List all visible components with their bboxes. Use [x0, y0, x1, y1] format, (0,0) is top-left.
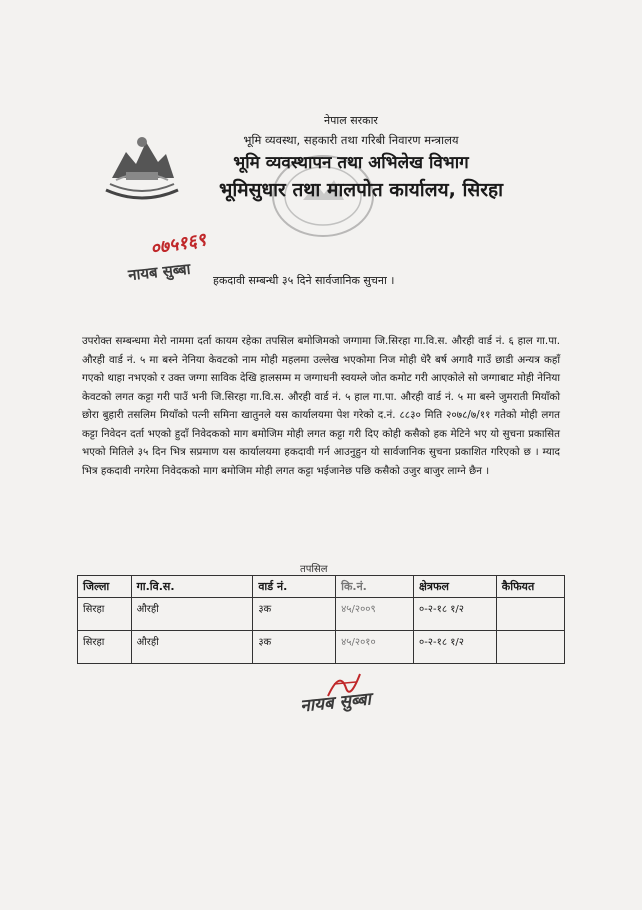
land-details-table	[77, 575, 565, 664]
col-kitta: कि.नं.	[336, 576, 414, 598]
header-ministry: भूमि व्यवस्था, सहकारी तथा गरिबी निवारण मन्त्रालय	[243, 133, 459, 147]
signature-stamp: नायब सुब्बा	[299, 689, 372, 717]
cell-kitta: ४५/२००९	[336, 598, 414, 631]
handwritten-stamp: ०७५१६९	[148, 229, 208, 260]
header-govt: नेपाल सरकार	[324, 114, 378, 127]
cell-district: सिरहा	[78, 598, 132, 631]
notice-title: हकदावी सम्बन्धी ३५ दिने सार्वजानिक सुचना ।	[213, 274, 395, 287]
col-vdc: गा.वि.स.	[131, 576, 253, 598]
header-department: भूमि व्यवस्थापन तथा अभिलेख विभाग	[233, 153, 469, 173]
cell-vdc: औरही	[131, 598, 253, 631]
col-area: क्षेत्रफल	[414, 576, 497, 598]
cell-vdc: औरही	[131, 631, 253, 664]
col-ward: वार्ड नं.	[253, 576, 336, 598]
officer-stamp: नायब सुब्बा	[127, 259, 192, 285]
cell-area: ०-२-१८ १/२	[414, 631, 497, 664]
cell-area: ०-२-१८ १/२	[414, 598, 497, 631]
table-caption: तपसिल	[300, 564, 328, 575]
cell-remarks	[496, 598, 564, 631]
table-row	[78, 631, 565, 664]
cell-remarks	[496, 631, 564, 664]
cell-district: सिरहा	[78, 631, 132, 664]
cell-ward: ३क	[253, 598, 336, 631]
table-header-row	[78, 576, 565, 598]
notice-body: उपरोक्त सम्बन्धमा मेरो नाममा दर्ता कायम रहेका तपसिल बमोजिमको जग्गामा जि.सिरहा गा.वि.स. औरही वार्ड नं. ६ हाल गा.पा. औरही वार्ड नं. ५ मा बस्ने नेनिया केवटको नाम मोही महलमा उल्लेख भएकोमा निज मोही धेरै बर्ष अगावै गाउँ छाडी अन्यत्र कहाँ गएको थाहा नभएको र उक्त जग्गा साविक देखि हालसम्म म जग्गाधनी स्वयम्ले जोत कमोट गरी आएकोले सो जग्गाबाट मोही नेनिया केवटको लगत कट्टा गरी पाउँ भनी जि.सिरहा गा.वि.स. औरही वार्ड नं. ५ हाल गा.पा. औरही वार्ड नं. ५ मा बस्ने जुमराती मियाँको छोरा बुहारी तसलिम मियाँको पत्नी समिना खातुनले यस कार्यालयमा पेश गरेको द.नं. ८८३० मिति २०७८/७/११ गतेको मोही लगत कट्टा निवेदन दर्ता भएको हुदाँ निवेदकको माग बमोजिम मोही लगत कट्टा गरी दिए कोही कसैको हक मेटिने भए यो सुचना प्रकासित भएको मितिले ३५ दिन भित्र सप्रमाण यस कार्यालयमा हकदावी गर्न आउनुहुन यो सार्वजानिक सुचना प्रकाशित गरिएको छ । म्याद भित्र हकदावी नगरेमा निवेदकको माग बमोजिम मोही लगत कट्टा भईजानेछ पछि कसैको उजुर बाजुर लाग्ने छैन ।	[82, 335, 560, 477]
table-row	[78, 598, 565, 631]
header-office: भूमिसुधार तथा मालपोत कार्यालय, सिरहा	[218, 179, 504, 201]
col-district: जिल्ला	[78, 576, 132, 598]
cell-kitta: ४५/२०१०	[336, 631, 414, 664]
col-remarks: कैफियत	[496, 576, 564, 598]
cell-ward: ३क	[253, 631, 336, 664]
